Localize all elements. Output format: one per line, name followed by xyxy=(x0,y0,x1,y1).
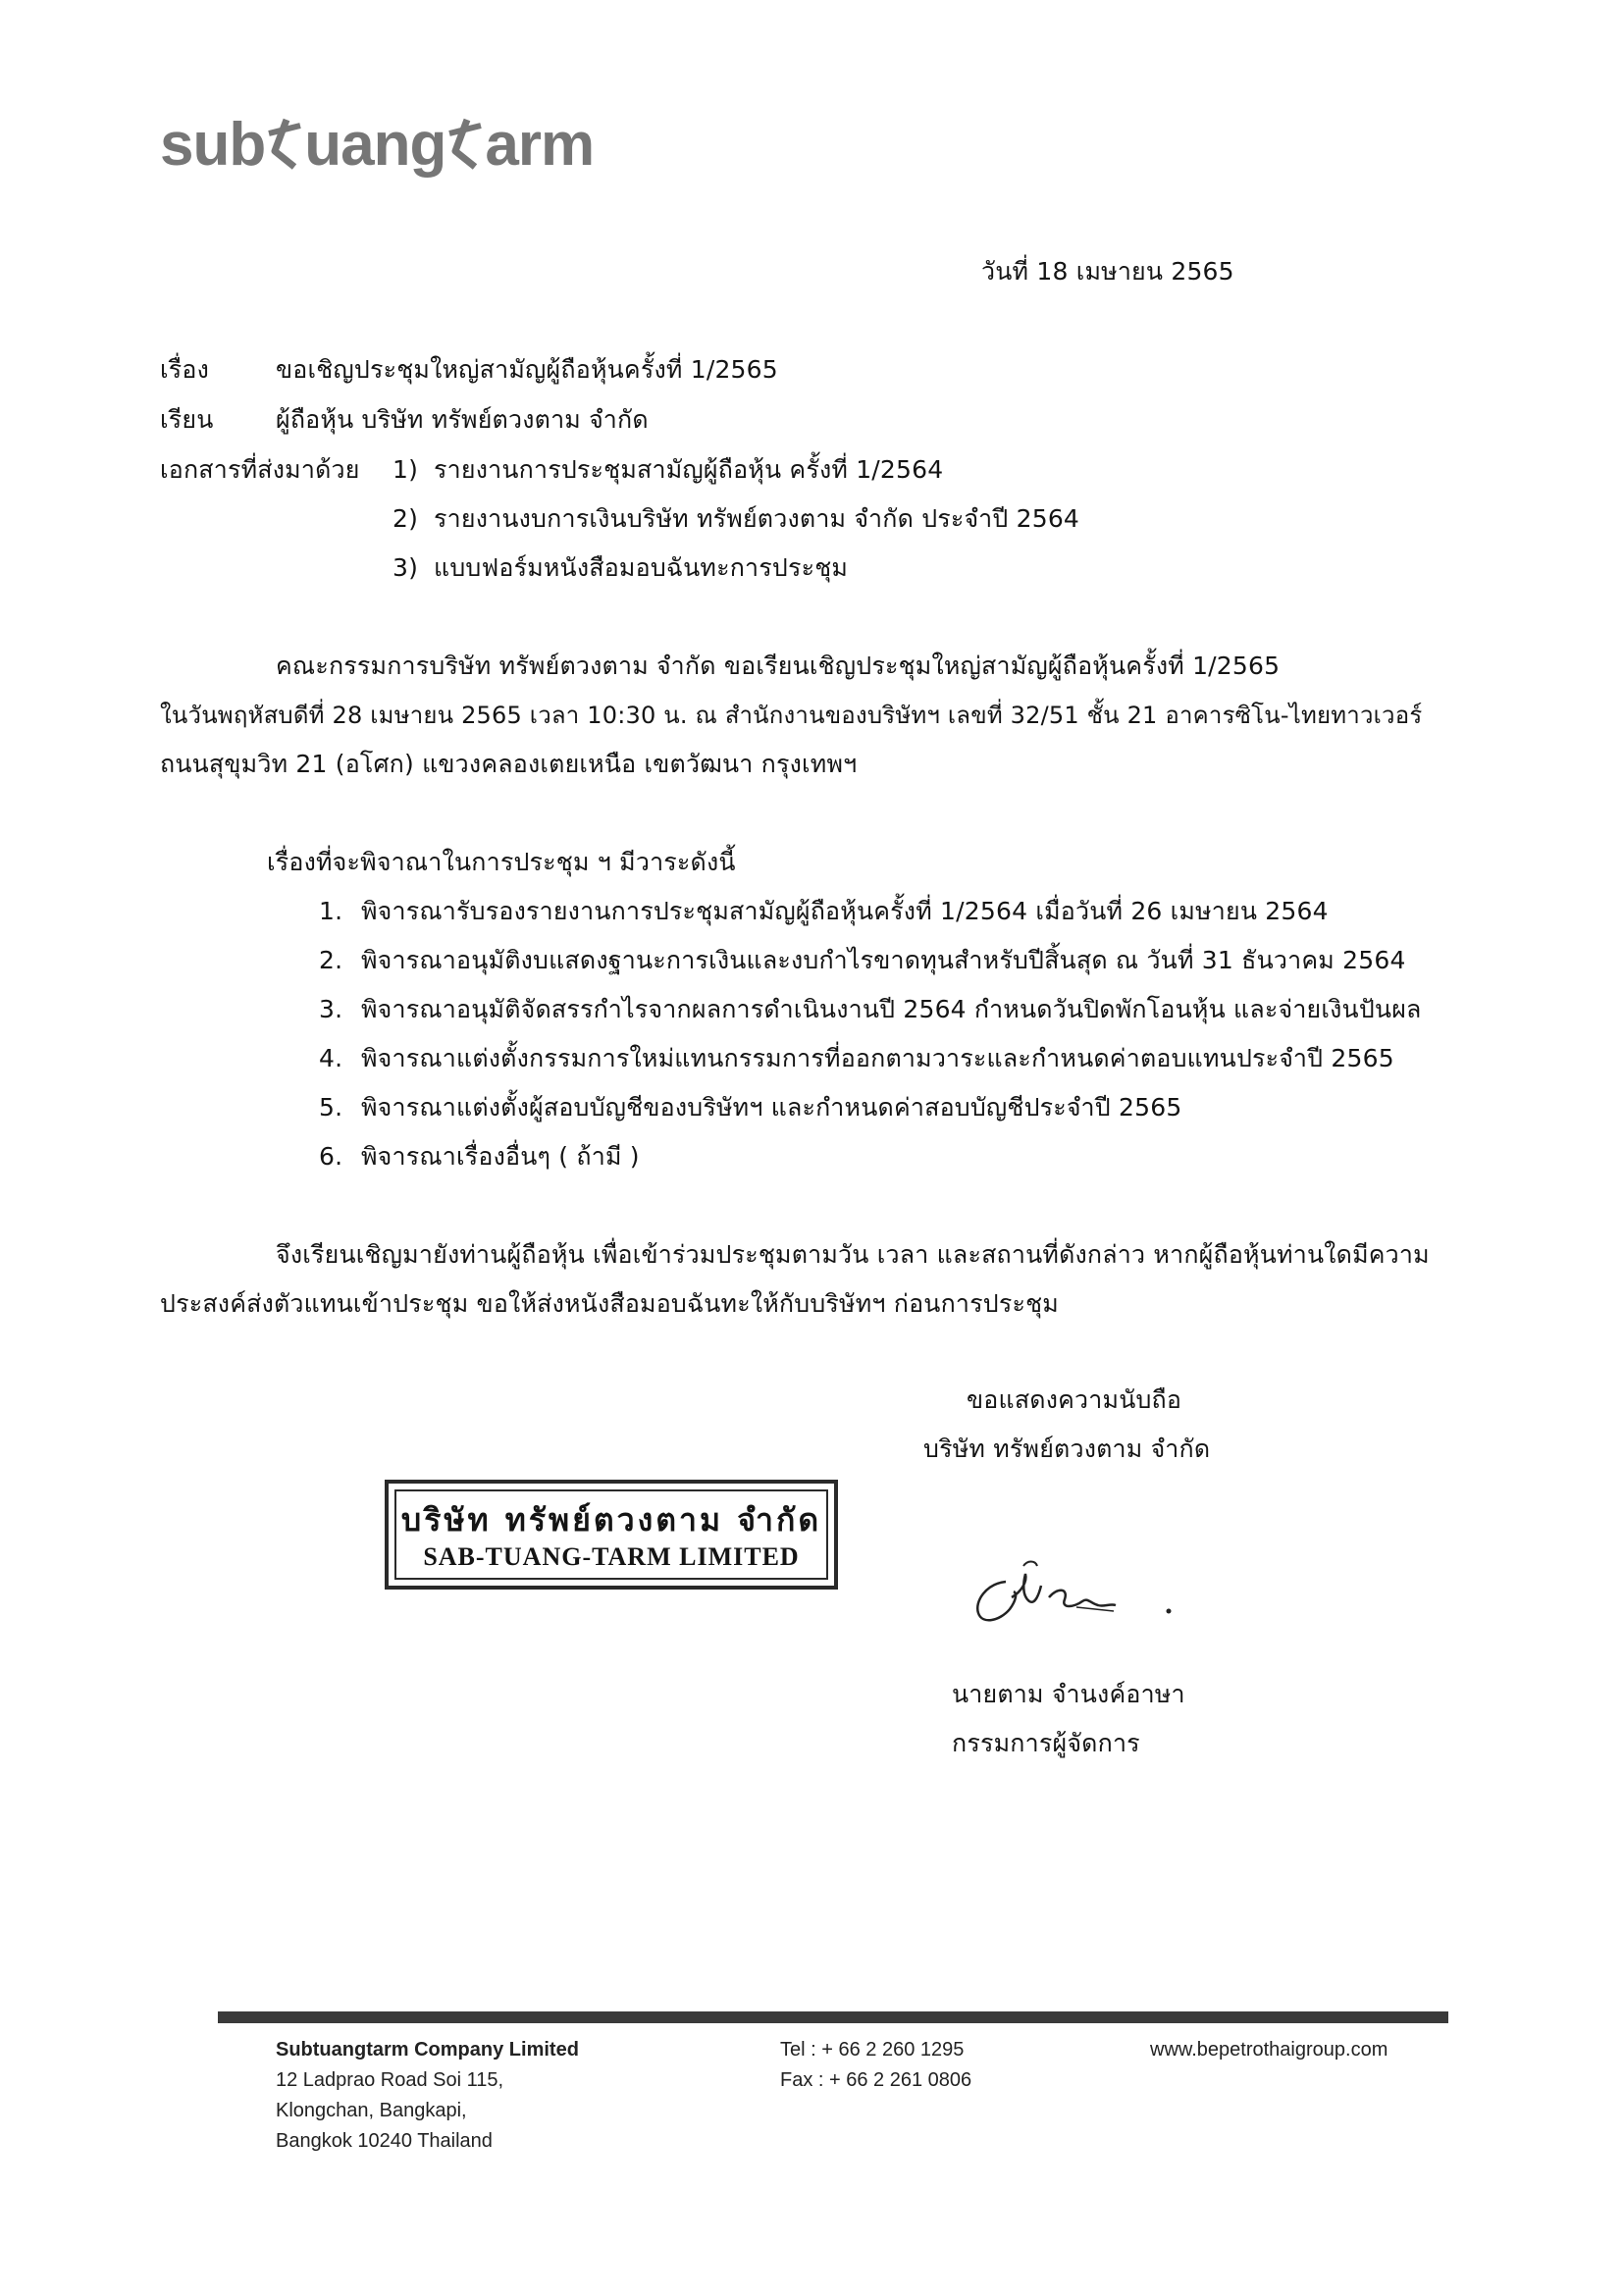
signature-icon xyxy=(967,1552,1182,1650)
company-logo xyxy=(160,106,594,184)
logo-text-part: uang xyxy=(304,111,446,179)
agenda-num: 1. xyxy=(319,897,343,925)
attachment-num: 3) xyxy=(393,553,419,582)
closing-company: บริษัท ทรัพย์ตวงตาม จำกัด xyxy=(923,1435,1211,1463)
agenda-num: 3. xyxy=(319,995,343,1023)
footer-fax: Fax : + 66 2 261 0806 xyxy=(780,2069,972,2091)
agenda-intro: เรื่องที่จะพิจาณาในการประชุม ฯ มีวาระดังนี้ xyxy=(267,848,736,876)
stamp-english-name: SAB-TUANG-TARM LIMITED xyxy=(423,1542,800,1571)
signer-title: กรรมการผู้จัดการ xyxy=(952,1729,1140,1757)
closing-salutation: ขอแสดงความนับถือ xyxy=(967,1385,1182,1414)
attachments-label: เอกสารที่ส่งมาด้วย xyxy=(160,455,360,484)
to-text: ผู้ถือหุ้น บริษัท ทรัพย์ตวงตาม จำกัด xyxy=(276,405,649,434)
footer-address-line: Bangkok 10240 Thailand xyxy=(276,2130,493,2152)
footer-divider xyxy=(218,2011,1448,2023)
agenda-num: 5. xyxy=(319,1093,343,1122)
paragraph-line: คณะกรรมการบริษัท ทรัพย์ตวงตาม จำกัด ขอเรียนเชิญประชุมใหญ่สามัญผู้ถือหุ้นครั้งที่ 1/2565 xyxy=(276,652,1281,680)
logo-mark-icon xyxy=(445,112,485,171)
paragraph-line: ในวันพฤหัสบดีที่ 28 เมษายน 2565 เวลา 10:30 น. ณ สำนักงานของบริษัทฯ เลขที่ 32/51 ชั้น 21 อาคารซิโน-ไทยทาวเวอร์ xyxy=(160,702,1423,729)
footer-address-line: 12 Ladprao Road Soi 115, xyxy=(276,2069,504,2091)
logo-text-part: arm xyxy=(485,111,595,179)
company-stamp xyxy=(385,1480,838,1590)
letter-date: วันที่ 18 เมษายน 2565 xyxy=(981,257,1234,286)
paragraph-line: จึงเรียนเชิญมายังท่านผู้ถือหุ้น เพื่อเข้าร่วมประชุมตามวัน เวลา และสถานที่ดังกล่าว หากผู้ถือหุ้นท่านใดมีความ xyxy=(276,1240,1430,1269)
stamp-thai-name: บริษัท ทรัพย์ตวงตาม จำกัด xyxy=(400,1501,822,1539)
attachment-item: รายงานการประชุมสามัญผู้ถือหุ้น ครั้งที่ 1/2564 xyxy=(434,455,944,484)
attachment-item: แบบฟอร์มหนังสือมอบฉันทะการประชุม xyxy=(434,553,849,582)
agenda-item: พิจารณาอนุมัติจัดสรรกำไรจากผลการดำเนินงานปี 2564 กำหนดวันปิดพักโอนหุ้น และจ่ายเงินปันผล xyxy=(361,995,1422,1023)
footer-tel: Tel : + 66 2 260 1295 xyxy=(780,2039,965,2061)
agenda-item: พิจารณาเรื่องอื่นๆ ( ถ้ามี ) xyxy=(361,1142,640,1171)
agenda-item: พิจารณารับรองรายงานการประชุมสามัญผู้ถือหุ้นครั้งที่ 1/2564 เมื่อวันที่ 26 เมษายน 2564 xyxy=(361,897,1329,925)
agenda-num: 2. xyxy=(319,946,343,974)
subject-text: ขอเชิญประชุมใหญ่สามัญผู้ถือหุ้นครั้งที่ 1/2565 xyxy=(276,355,778,384)
attachment-num: 1) xyxy=(393,455,419,484)
footer-company: Subtuangtarm Company Limited xyxy=(276,2039,579,2061)
agenda-num: 6. xyxy=(319,1142,343,1171)
footer-website-link[interactable]: www.bepetrothaigroup.com xyxy=(1150,2039,1388,2061)
agenda-num: 4. xyxy=(319,1044,343,1072)
subject-label: เรื่อง xyxy=(160,355,209,384)
attachment-item: รายงานงบการเงินบริษัท ทรัพย์ตวงตาม จำกัด ประจำปี 2564 xyxy=(434,504,1080,533)
to-label: เรียน xyxy=(160,405,214,434)
agenda-item: พิจารณาแต่งตั้งกรรมการใหม่แทนกรรมการที่ออกตามวาระและกำหนดค่าตอบแทนประจำปี 2565 xyxy=(361,1044,1394,1072)
signer-name: นายตาม จำนงค์อาษา xyxy=(952,1680,1185,1708)
logo-text-part: sub xyxy=(160,111,266,179)
attachment-num: 2) xyxy=(393,504,419,533)
agenda-item: พิจารณาอนุมัติงบแสดงฐานะการเงินและงบกำไรขาดทุนสำหรับปีสิ้นสุด ณ วันที่ 31 ธันวาคม 2564 xyxy=(361,946,1406,974)
footer-address-line: Klongchan, Bangkapi, xyxy=(276,2100,467,2121)
logo-mark-icon xyxy=(265,112,304,171)
paragraph-line: ประสงค์ส่งตัวแทนเข้าประชุม ขอให้ส่งหนังสือมอบฉันทะให้กับบริษัทฯ ก่อนการประชุม xyxy=(160,1289,1059,1318)
paragraph-line: ถนนสุขุมวิท 21 (อโศก) แขวงคลองเตยเหนือ เขตวัฒนา กรุงเทพฯ xyxy=(160,750,858,778)
agenda-item: พิจารณาแต่งตั้งผู้สอบบัญชีของบริษัทฯ และกำหนดค่าสอบบัญชีประจำปี 2565 xyxy=(361,1093,1182,1122)
